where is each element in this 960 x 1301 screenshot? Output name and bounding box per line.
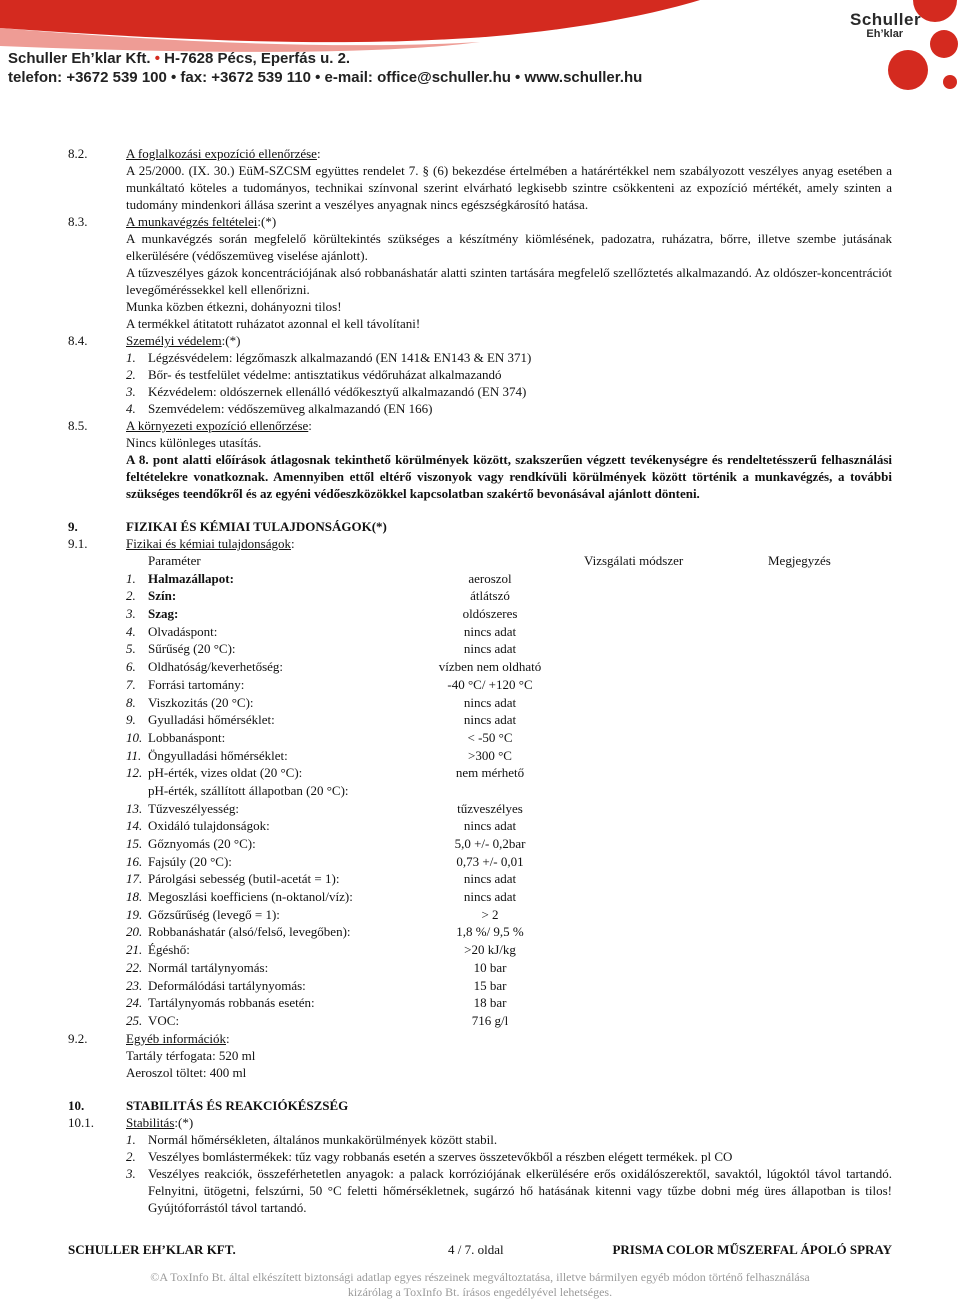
row-number: 6. — [126, 659, 136, 675]
section-number: 8.4. — [68, 333, 88, 348]
property-value: nincs adat — [463, 623, 517, 639]
property-label: Égéshő: — [148, 942, 190, 958]
table-row — [126, 835, 892, 853]
property-label: pH-érték, vizes oldat (20 °C): — [148, 765, 303, 781]
row-number: 23. — [126, 977, 143, 993]
table-row — [126, 994, 892, 1012]
property-label: Párolgási sebesség (butil-acetát = 1): — [148, 871, 340, 887]
paragraph: Tartály térfogata: 520 ml — [126, 1047, 256, 1063]
property-value: < -50 °C — [467, 729, 513, 745]
list-item: 3. Veszélyes reakciók, összeférhetetlen anyagok: a palack korróziójának elkerülésére erős oxidálószerektől, savaktól, lúgoktól távol tartandó. Felnyitni, ütögetni, felszúrni, 50 °C feletti hőmérsékletnek, sugárzó hő hatásának kitenni vagy tűzbe dobni még üres állapotban is tilos! Gyújtóforrástól távol tartandó. — [126, 1165, 892, 1215]
property-value: vízben nem oldható — [438, 659, 542, 675]
property-value: nincs adat — [463, 871, 517, 887]
column-header: Megjegyzés — [768, 553, 831, 568]
property-label: Szag: — [148, 606, 179, 622]
property-value: nincs adat — [463, 818, 517, 834]
section-title: Fizikai és kémiai tulajdonságok — [126, 536, 291, 551]
row-number: 17. — [126, 871, 143, 887]
section-8-5: 8.5. A környezeti expozíció ellenőrzése: Nincs különleges utasítás. A 8. pont alatti előírások átlagosnak tekinthető körülmények között, szakszerűen végzett tevékenységre és rendeltetésszerű felhasználási feltételekre vonatkoznak. Amennyiben ettől eltérő viszonyok vagy rendkívüli körülmények között történik a munkavégzés, a további szükséges teendőkről és az egyéni védőeszközökkel kapcsolatban szakértő bevonásával ajánlott dönteni. — [68, 418, 892, 501]
table-row — [126, 587, 892, 605]
property-label: Sűrűség (20 °C): — [148, 641, 236, 657]
property-label: Normál tartálynyomás: — [148, 959, 269, 975]
section-8-2: 8.2. A foglalkozási expozíció ellenőrzése: A 25/2000. (IX. 30.) EüM-SZCSM együttes rendelet 7. § (6) bekezdése értelmében a határértékkel nem szabályozott veszélyes anyag esetében a munkáltató köteles a tudományos, technikai színvonal szerint elvárható legkisebb szintre csökkenteni az expozíció mértékét, amely szinten a tudomány mindenkori állása szerint a veszélyes anyagnak nincs egészségkárosító hatása. — [68, 146, 892, 212]
footer-product-name: PRISMA COLOR MŰSZERFAL ÁPOLÓ SPRAY — [612, 1242, 892, 1257]
property-value: 716 g/l — [471, 1012, 509, 1028]
section-number: 10.1. — [68, 1114, 94, 1130]
property-value: >300 °C — [468, 747, 512, 763]
page-number: 4 / 7. oldal — [448, 1242, 504, 1257]
paragraph-bold: A 8. pont alatti előírások átlagosnak tekinthető körülmények között, szakszerűen végzett tevékenységre és rendeltetésszerű felhasználási feltételekre vonatkoznak. Amennyiben ettől eltérő viszonyok vagy rendkívüli körülmények között történik a munkavégzés, a további szükséges teendőkről és az egyéni védőeszközökkel kapcsolatban szakértő bevonásával ajánlott dönteni. — [126, 452, 892, 501]
section-number: 9.1. — [68, 536, 88, 551]
property-value: -40 °C/ +120 °C — [447, 676, 533, 692]
row-number: 24. — [126, 995, 143, 1011]
table-row — [126, 1012, 892, 1030]
row-number: 9. — [126, 712, 136, 728]
table-row — [126, 782, 892, 800]
footer-company: SCHULLER EH’KLAR KFT. — [68, 1242, 236, 1257]
section-text: A 25/2000. (IX. 30.) EüM-SZCSM együttes rendelet 7. § (6) bekezdése értelmében a határértékkel nem szabályozott veszélyes anyag esetében a munkáltató köteles a tudományos, technikai színvonal szerint elvárható legkisebb szintre csökkenteni az expozíció mértékét, amely szinten a tudomány mindenkori állása szerint a veszélyes anyagnak nincs egészségkárosító hatása. — [126, 163, 892, 212]
property-value: aeroszol — [468, 570, 512, 586]
section-title: A környezeti expozíció ellenőrzése — [126, 418, 309, 433]
list-item: 2. Veszélyes bomlástermékek: tűz vagy robbanás esetén a szerves összetevőkből a részben elégett termékek. pl CO — [126, 1148, 733, 1164]
paragraph: A munkavégzés során megfelelő körültekintés szükséges a készítmény kiömlésének, padozatra, ruházatra, bőrre, illetve szembe jutásának elkerülésére (védőszemüveg viselése ajánlott). — [126, 231, 892, 263]
row-number: 22. — [126, 959, 143, 975]
list-item: 2. Bőr- és testfelület védelme: antisztatikus védőruházat alkalmazandó — [126, 367, 502, 382]
table-row — [126, 800, 892, 818]
property-label: Tűzveszélyesség: — [148, 800, 239, 816]
property-label: Olvadáspont: — [148, 623, 218, 639]
numbered-list — [126, 1131, 892, 1216]
table-row — [126, 853, 892, 871]
property-value: nincs adat — [463, 641, 517, 657]
paragraph: A tűzveszélyes gázok koncentrációjának alsó robbanáshatár alatti szinten tartására megfelelő szellőztetés alkalmazandó. Az oldószer-koncentrációt levegőméréssekkel kell ellenőrizni. — [126, 265, 892, 297]
property-value: 0,73 +/- 0,01 — [456, 853, 524, 869]
property-label: Oxidáló tulajdonságok: — [148, 818, 270, 834]
section-10-1: 10.1. Stabilitás:(*) 1. Normál hőmérsékleten, általános munkakörülmények között stabil. 2. Veszélyes bomlástermékek: tűz vagy robbanás esetén a szerves összetevőkből a részben elégett termékek. pl CO 3. Veszélyes reakciók, összeférhetetlen anyagok: a palack korróziójának elkerülésére erős oxidálószerektől, savaktól, lúgoktól távol tartandó. Felnyitni, ütögetni, felszúrni, 50 °C feletti hőmérsékletnek, sugárzó hő hatásának kitenni vagy tűzbe dobni még üres állapotban is tilos! Gyújtóforrástól távol tartandó. — [68, 1114, 892, 1215]
section-number: 8.5. — [68, 418, 88, 433]
table-row — [126, 623, 892, 641]
section-heading: FIZIKAI ÉS KÉMIAI TULAJDONSÁGOK(*) — [126, 519, 387, 534]
table-row — [126, 888, 892, 906]
company-name: Schuller Eh’klar Kft. — [8, 50, 151, 67]
section-title: A munkavégzés feltételei — [126, 214, 258, 229]
section-9-2: 9.2. Egyéb információk: Tartály térfogata: 520 ml Aeroszol töltet: 400 ml — [68, 1030, 892, 1081]
table-row — [126, 694, 892, 712]
row-number: 20. — [126, 924, 143, 940]
page-footer — [68, 1242, 892, 1260]
table-row — [126, 870, 892, 888]
property-label: Tartálynyomás robbanás esetén: — [148, 995, 315, 1011]
property-label: pH-érték, szállított állapotban (20 °C): — [148, 782, 349, 798]
logo-line-1: Schuller — [850, 10, 922, 29]
property-label: Halmazállapot: — [148, 570, 234, 586]
property-label: Oldhatóság/keverhetőség: — [148, 659, 284, 675]
letterhead — [0, 0, 960, 92]
property-label: Lobbanáspont: — [148, 729, 226, 745]
property-value: oldószeres — [462, 606, 518, 622]
row-number: 3. — [126, 606, 136, 622]
list-item: 4. Szemvédelem: védőszemüveg alkalmazandó (EN 166) — [126, 401, 433, 416]
paragraph: Munka közben étkezni, dohányozni tilos! — [126, 299, 342, 314]
row-number: 10. — [126, 729, 143, 745]
properties-table — [126, 552, 892, 1030]
table-row — [126, 747, 892, 765]
paragraph: Aeroszol töltet: 400 ml — [126, 1064, 247, 1080]
section-title: A foglalkozási expozíció ellenőrzése — [126, 146, 317, 161]
table-row — [126, 711, 892, 729]
row-number: 15. — [126, 836, 143, 851]
table-row — [126, 977, 892, 995]
property-value: tűzveszélyes — [457, 800, 523, 816]
property-value: nincs adat — [463, 712, 517, 728]
property-value: nem mérhető — [455, 765, 525, 781]
section-9-heading: 9. FIZIKAI ÉS KÉMIAI TULAJDONSÁGOK(*) — [68, 518, 892, 535]
row-number: 16. — [126, 853, 143, 869]
document-body — [68, 145, 892, 1216]
property-label: Deformálódási tartálynyomás: — [148, 977, 306, 993]
paragraph: A termékkel átitatott ruházatot azonnal el kell távolítani! — [126, 316, 421, 331]
table-row — [126, 764, 892, 782]
property-value: 15 bar — [473, 977, 507, 993]
property-value: nincs adat — [463, 694, 517, 710]
table-row — [126, 923, 892, 941]
property-label: Robbanáshatár (alsó/felső, levegőben): — [148, 924, 351, 940]
row-number: 11. — [126, 747, 142, 763]
property-label: Fajsúly (20 °C): — [148, 853, 232, 869]
property-value: 1,8 %/ 9,5 % — [456, 924, 524, 940]
copyright-notice: ©A ToxInfo Bt. által elkészített biztonsági adatlap egyes részeinek megváltoztatása, illetve bármilyen egyéb módon történő felhasználása kizárólag a ToxInfo Bt. írásos engedélyével lehetséges. — [150, 1270, 810, 1299]
row-number: 7. — [126, 676, 136, 692]
property-value: 10 bar — [473, 959, 507, 975]
section-8-3: 8.3. A munkavégzés feltételei:(*) A munkavégzés során megfelelő körültekintés szükséges a készítmény kiömlésének, padozatra, ruházatra, bőrre, illetve szembe jutásának elkerülésére (védőszemüveg viselése ajánlott). A tűzveszélyes gázok koncentrációjának alsó robbanáshatár alatti szinten tartására megfelelő szellőztetés alkalmazandó. Az oldószer-koncentrációt levegőméréssekkel kell ellenőrizni. Munka közben étkezni, dohányozni tilos! A termékkel átitatott ruházatot azonnal el kell távolítani! — [68, 214, 892, 331]
table-row — [126, 817, 892, 835]
column-header: Paraméter — [148, 553, 201, 568]
section-title: Személyi védelem — [126, 333, 222, 348]
row-number: 12. — [126, 765, 143, 781]
property-label: Megoszlási koefficiens (n-oktanol/víz): — [148, 889, 353, 905]
section-heading: STABILITÁS ÉS REAKCIÓKÉSZSÉG — [126, 1097, 349, 1113]
company-logo — [850, 10, 921, 40]
row-number: 8. — [126, 694, 136, 710]
table-row — [126, 640, 892, 658]
property-label: VOC: — [148, 1012, 180, 1028]
row-number: 14. — [126, 818, 143, 834]
section-title: Egyéb információk — [126, 1030, 226, 1046]
paragraph: Nincs különleges utasítás. — [126, 435, 262, 450]
section-8-4: 8.4. Személyi védelem:(*) 1. Légzésvédelem: légzőmaszk alkalmazandó (EN 141& EN143 & EN 371) 2. Bőr- és testfelület védelme: antisztatikus védőruházat alkalmazandó 3. Kézvédelem: oldószernek ellenálló védőkesztyű alkalmazandó (EN 374) 4. Szemvédelem: védőszemüveg alkalmazandó (EN 166) — [68, 332, 892, 417]
row-number: 21. — [126, 942, 143, 958]
table-header — [126, 552, 892, 570]
property-label: Gőzsűrűség (levegő = 1): — [148, 906, 280, 922]
table-row — [126, 658, 892, 676]
section-title: Stabilitás — [126, 1114, 175, 1130]
section-9-1: 9.1. Fizikai és kémiai tulajdonságok: — [68, 536, 295, 551]
row-number: 2. — [126, 588, 136, 604]
company-contact: telefon: +3672 539 100 • fax: +3672 539 110 • e-mail: office@schuller.hu • www.schuller.hu — [8, 69, 643, 86]
table-row — [126, 906, 892, 924]
property-label: Öngyulladási hőmérséklet: — [148, 747, 288, 763]
row-number: 25. — [126, 1012, 143, 1028]
table-row — [126, 959, 892, 977]
property-value: >20 kJ/kg — [464, 942, 516, 958]
table-row — [126, 729, 892, 747]
row-number: 18. — [126, 889, 143, 905]
row-number: 19. — [126, 906, 143, 922]
section-number: 8.3. — [68, 214, 88, 229]
list-item: 1. Légzésvédelem: légzőmaszk alkalmazandó (EN 141& EN143 & EN 371) — [126, 350, 532, 365]
row-number: 4. — [126, 623, 136, 639]
column-header: Vizsgálati módszer — [584, 553, 684, 568]
company-name-address: Schuller Eh’klar Kft. • H-7628 Pécs, Eperfás u. 2. — [8, 50, 351, 67]
property-value: > 2 — [481, 906, 499, 922]
property-label: Szín: — [148, 588, 177, 604]
property-value: 18 bar — [473, 995, 507, 1011]
property-label: Viszkozitás (20 °C): — [148, 694, 254, 710]
property-label: Gyulladási hőmérséklet: — [148, 712, 275, 728]
list-item: 1. Normál hőmérsékleten, általános munkakörülmények között stabil. — [126, 1131, 498, 1147]
table-row — [126, 605, 892, 623]
row-number: 5. — [126, 641, 136, 657]
section-10-heading: 10. STABILITÁS ÉS REAKCIÓKÉSZSÉG — [68, 1097, 892, 1114]
property-label: Forrási tartomány: — [148, 676, 245, 692]
table-row — [126, 570, 892, 588]
row-number: 1. — [126, 570, 136, 586]
section-number: 8.2. — [68, 146, 88, 161]
table-row — [126, 676, 892, 694]
property-value: 5,0 +/- 0,2bar — [454, 836, 526, 851]
logo-line-2: Eh’klar — [866, 28, 904, 40]
numbered-list — [126, 349, 892, 417]
row-number: 13. — [126, 800, 143, 816]
property-label: Gőznyomás (20 °C): — [148, 836, 256, 851]
table-row — [126, 941, 892, 959]
company-address: H-7628 Pécs, Eperfás u. 2. — [164, 50, 351, 67]
property-value: nincs adat — [463, 889, 517, 905]
property-value: átlátszó — [470, 588, 510, 604]
list-item: 3. Kézvédelem: oldószernek ellenálló védőkesztyű alkalmazandó (EN 374) — [126, 384, 527, 399]
section-number: 9.2. — [68, 1030, 88, 1046]
